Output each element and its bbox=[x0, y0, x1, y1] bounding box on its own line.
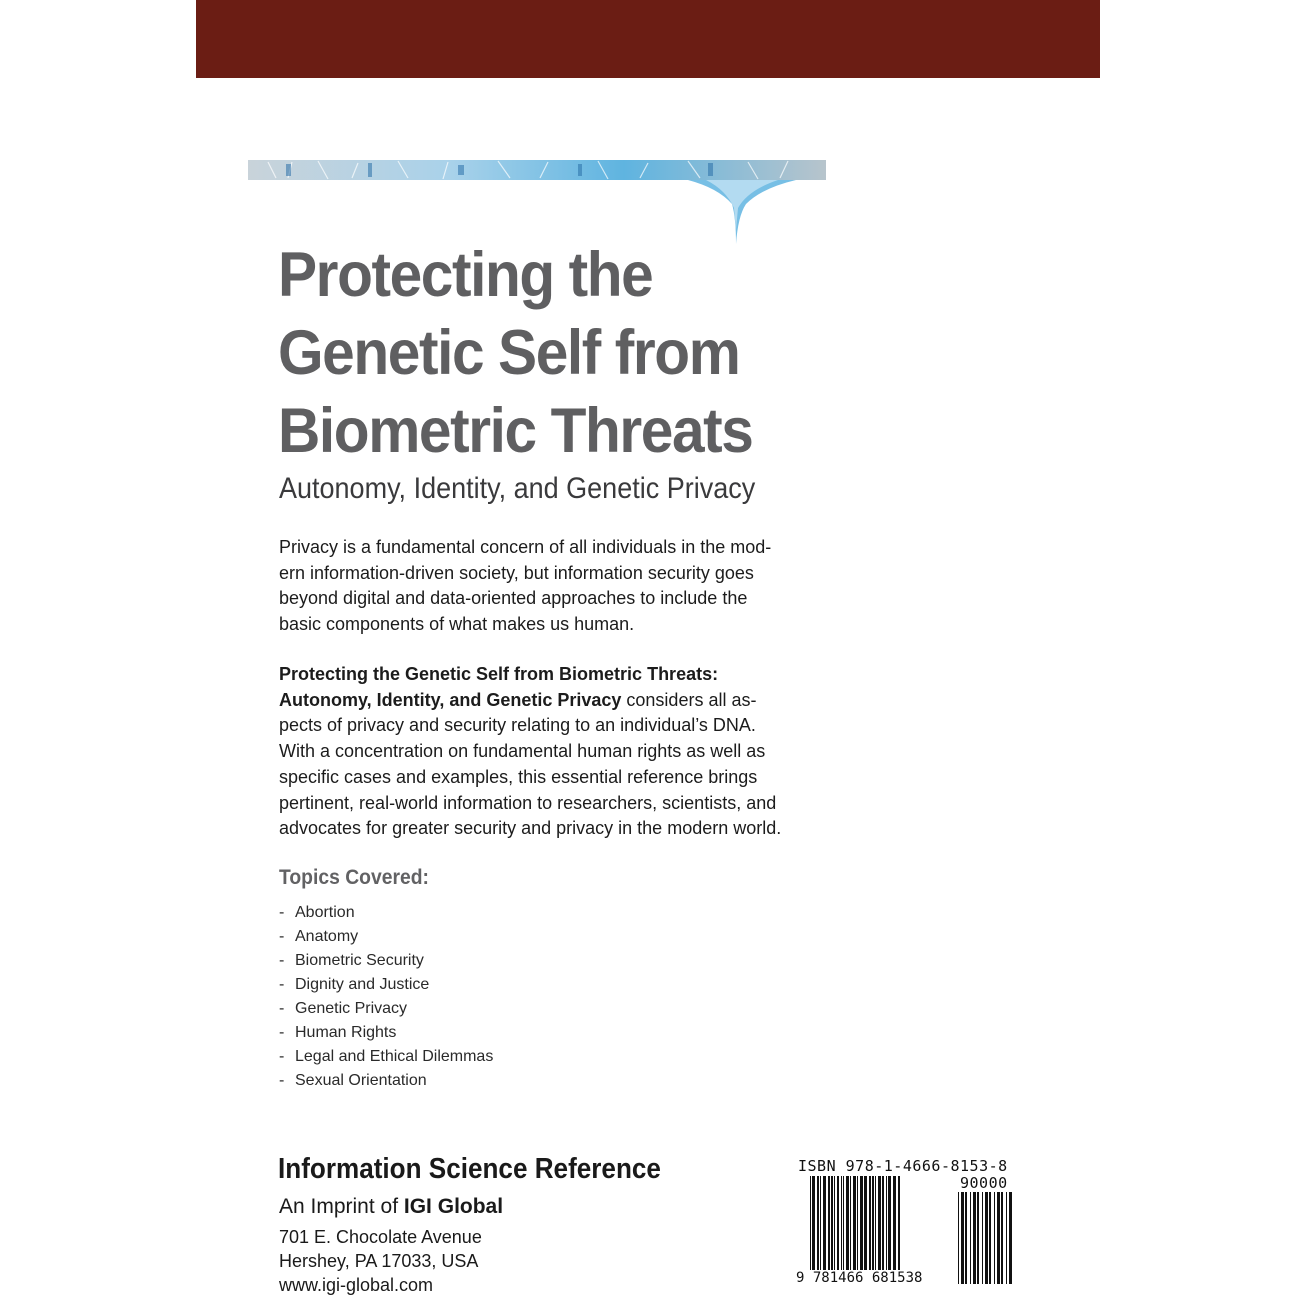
publisher-name: Information Science Reference bbox=[278, 1153, 661, 1185]
topic-label: Anatomy bbox=[295, 928, 359, 945]
barcode-bar bbox=[837, 1176, 839, 1270]
description-paragraph-2 bbox=[279, 662, 819, 842]
addon-bar bbox=[958, 1192, 959, 1284]
imprint-prefix: An Imprint of bbox=[279, 1195, 404, 1218]
barcode-bar bbox=[834, 1176, 835, 1270]
barcode-bar bbox=[846, 1176, 849, 1270]
addon-bar bbox=[1001, 1192, 1003, 1284]
barcode-bar bbox=[857, 1176, 858, 1270]
addon-bar bbox=[977, 1192, 979, 1284]
topic-label: Abortion bbox=[295, 904, 355, 921]
barcode-bar bbox=[886, 1176, 887, 1270]
barcode-bar bbox=[828, 1176, 830, 1270]
barcode-bar bbox=[882, 1176, 884, 1270]
addon-bar bbox=[982, 1192, 983, 1284]
topics-list bbox=[279, 901, 493, 1093]
paragraph-line: pertinent, real-world information to researchers, scientists, and bbox=[279, 792, 777, 813]
topic-item bbox=[279, 973, 493, 997]
price-code: 90000 bbox=[960, 1174, 1008, 1192]
book-title bbox=[278, 236, 799, 470]
bullet-dash: - bbox=[279, 1024, 285, 1041]
paragraph-line: ern information-driven society, but information security goes bbox=[279, 562, 754, 583]
publisher-address bbox=[279, 1225, 482, 1296]
bullet-dash: - bbox=[279, 976, 285, 993]
barcode-bar bbox=[860, 1176, 863, 1270]
book-subtitle: Autonomy, Identity, and Genetic Privacy bbox=[279, 472, 756, 505]
bullet-dash: - bbox=[279, 1000, 285, 1017]
address-line-1: 701 E. Chocolate Avenue bbox=[279, 1227, 482, 1247]
barcode-bar bbox=[875, 1176, 876, 1270]
topic-item bbox=[279, 997, 493, 1021]
topic-label: Genetic Privacy bbox=[295, 1000, 408, 1017]
topic-item bbox=[279, 949, 493, 973]
paragraph-line: advocates for greater security and privacy in the modern world. bbox=[279, 818, 782, 839]
paragraph-line: With a concentration on fundamental human rights as well as bbox=[279, 741, 766, 762]
paragraph-line: specific cases and examples, this essential reference brings bbox=[279, 766, 758, 787]
addon-bar bbox=[1006, 1192, 1007, 1284]
topic-item bbox=[279, 1069, 493, 1093]
barcode-bar bbox=[841, 1176, 842, 1270]
barcode-bar bbox=[843, 1176, 844, 1270]
topic-label: Sexual Orientation bbox=[295, 1072, 427, 1089]
title-line-3: Biometric Threats bbox=[278, 396, 753, 466]
topic-label: Biometric Security bbox=[295, 952, 424, 969]
paragraph-mixed-line bbox=[279, 688, 819, 714]
barcode-bar bbox=[869, 1176, 871, 1270]
topic-label: Legal and Ethical Dilemmas bbox=[295, 1048, 494, 1065]
paragraph-regular-segment: considers all as- bbox=[621, 689, 757, 710]
description-paragraph-1 bbox=[279, 535, 819, 638]
bullet-dash: - bbox=[279, 904, 285, 921]
publisher-imprint bbox=[279, 1195, 503, 1219]
paragraph-bold-line: Protecting the Genetic Self from Biometric Threats: bbox=[279, 664, 719, 684]
barcode-bar bbox=[864, 1176, 867, 1270]
topic-item bbox=[279, 901, 493, 925]
topics-heading: Topics Covered: bbox=[279, 866, 429, 889]
addon-bar bbox=[997, 1192, 1000, 1284]
barcode-bar bbox=[872, 1176, 874, 1270]
barcode-bar bbox=[823, 1176, 826, 1270]
title-line-1: Protecting the bbox=[278, 240, 653, 310]
addon-bar bbox=[1009, 1192, 1012, 1284]
bullet-dash: - bbox=[279, 1072, 285, 1089]
addon-bar bbox=[989, 1192, 991, 1284]
addon-bar bbox=[985, 1192, 988, 1284]
addon-bar bbox=[961, 1192, 964, 1284]
paragraph-line: beyond digital and data-oriented approaches to include the bbox=[279, 588, 748, 609]
barcode-digits: 9 781466 681538 bbox=[796, 1270, 923, 1286]
topic-item bbox=[279, 1021, 493, 1045]
barcode-bar bbox=[820, 1176, 821, 1270]
addon-bar bbox=[973, 1192, 976, 1284]
barcode-bar bbox=[853, 1176, 856, 1270]
topic-item bbox=[279, 925, 493, 949]
dna-banner-image bbox=[248, 158, 826, 248]
top-color-band bbox=[196, 0, 1100, 78]
paragraph-line: pects of privacy and security relating to an individual’s DNA. bbox=[279, 715, 756, 736]
topic-item bbox=[279, 1045, 493, 1069]
addon-bar bbox=[970, 1192, 971, 1284]
title-line-2: Genetic Self from bbox=[278, 318, 740, 388]
addon-bar bbox=[965, 1192, 967, 1284]
imprint-name: IGI Global bbox=[403, 1195, 504, 1218]
barcode-bar bbox=[817, 1176, 819, 1270]
barcode-bar bbox=[893, 1176, 896, 1270]
barcode-bar bbox=[831, 1176, 833, 1270]
paragraph-bold-segment: Autonomy, Identity, and Genetic Privacy bbox=[279, 689, 622, 710]
barcode-bar bbox=[898, 1176, 900, 1270]
topic-label: Human Rights bbox=[295, 1024, 397, 1041]
address-line-2: Hershey, PA 17033, USA bbox=[279, 1251, 479, 1271]
paragraph-line: basic components of what makes us human. bbox=[279, 614, 635, 635]
addon-bar bbox=[994, 1192, 995, 1284]
bullet-dash: - bbox=[279, 928, 285, 945]
barcode-bar bbox=[888, 1176, 891, 1270]
isbn-label: ISBN 978-1-4666-8153-8 bbox=[798, 1157, 1008, 1175]
barcode-bar bbox=[850, 1176, 851, 1270]
paragraph-line: Privacy is a fundamental concern of all individuals in the mod- bbox=[279, 537, 772, 557]
barcode-bar bbox=[810, 1176, 811, 1270]
barcode-bar bbox=[812, 1176, 815, 1270]
topic-label: Dignity and Justice bbox=[295, 976, 430, 993]
barcode-bar bbox=[878, 1176, 881, 1270]
bullet-dash: - bbox=[279, 1048, 285, 1065]
bullet-dash: - bbox=[279, 952, 285, 969]
publisher-website: www.igi-global.com bbox=[279, 1275, 434, 1295]
